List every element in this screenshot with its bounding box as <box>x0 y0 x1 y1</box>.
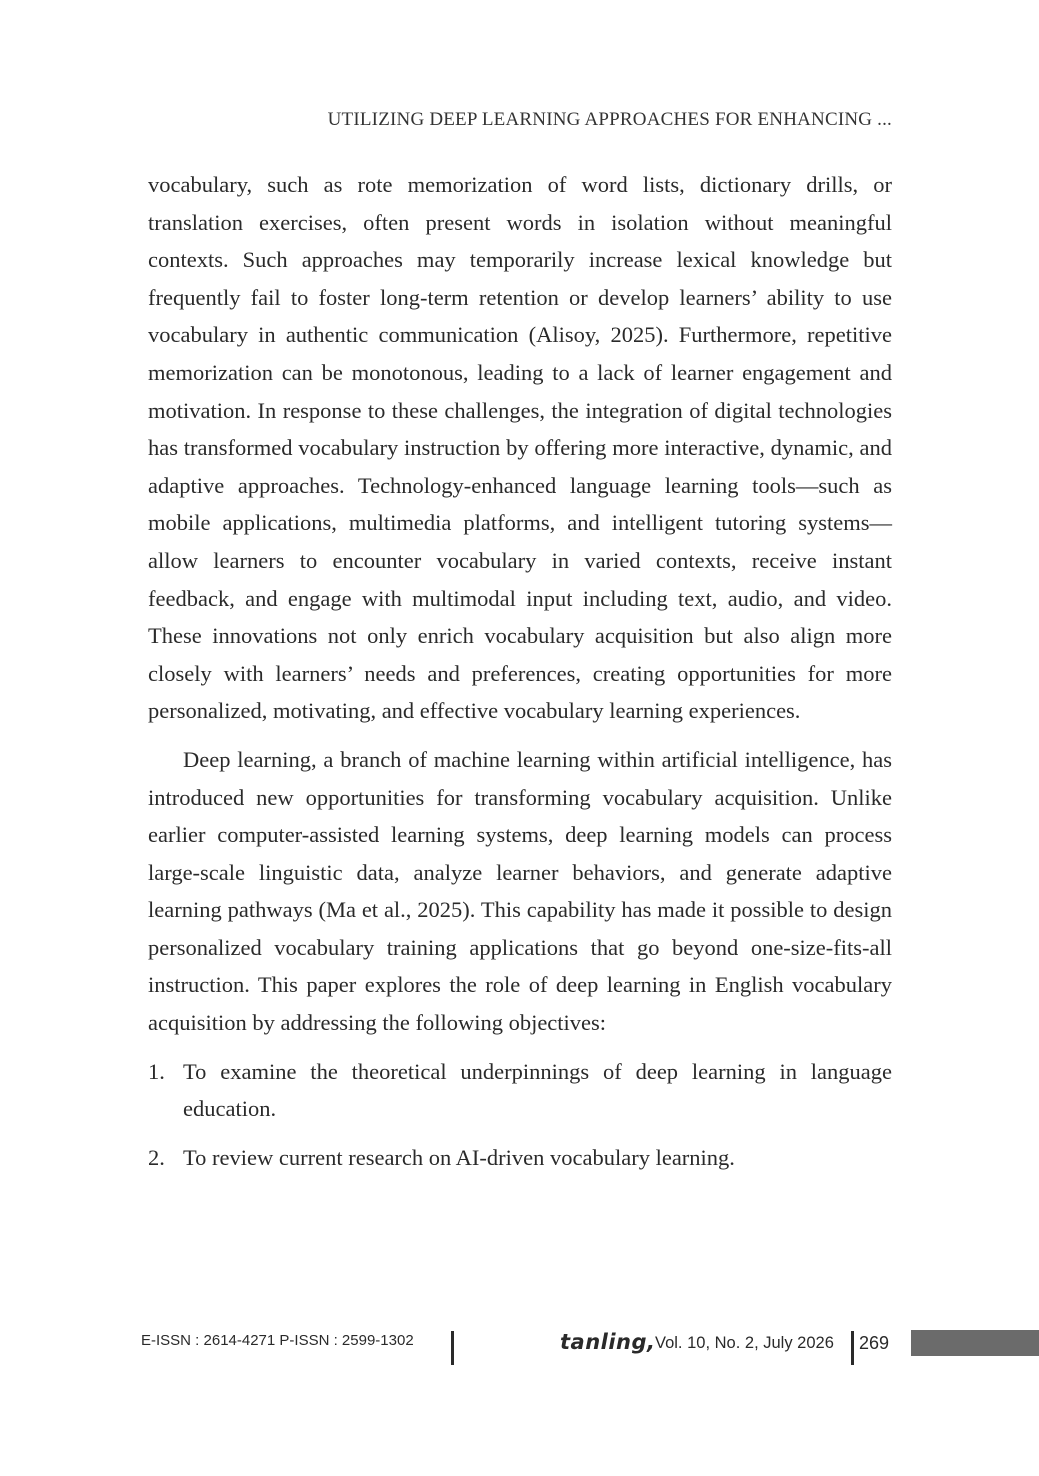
journal-logo: tanling, <box>560 1330 656 1354</box>
issn-info: E-ISSN : 2614-4271 P-ISSN : 2599-1302 <box>141 1332 414 1349</box>
article-body <box>148 166 892 1176</box>
running-head: UTILIZING DEEP LEARNING APPROACHES FOR ENHANCING ... <box>327 109 892 130</box>
footer-divider <box>851 1331 854 1365</box>
objective-number: 1. <box>148 1058 165 1084</box>
objectives-list <box>148 1053 892 1177</box>
body-paragraph-1: vocabulary, such as rote memorization of word lists, dictionary drills, or translation exercises, often present words in isolation without meaningful contexts. Such approaches may temporarily increase lexical knowledge but frequently fail to foster long-term retention or develop learners’ ability to use vocabulary in authentic communication (Alisoy, 2025). Furthermore, repetitive memorization can be monotonous, leading to a lack of learner engagement and motivation. In response to these challenges, the integration of digital technologies has transformed vocabulary instruction by offering more interactive, dynamic, and adaptive approaches. Technology-enhanced language learning tools—such as mobile applications, multimedia platforms, and intelligent tutoring systems—allow learners to encounter vocabulary in varied contexts, receive instant feedback, and engage with multimodal input including text, audio, and video. These innovations not only enrich vocabulary acquisition but also align more closely with learners’ needs and preferences, creating opportunities for more personalized, motivating, and effective vocabulary learning experiences. <box>148 172 892 724</box>
objective-item <box>148 1139 892 1177</box>
objective-item <box>148 1053 892 1128</box>
footer-divider <box>451 1331 454 1365</box>
body-paragraph-2: Deep learning, a branch of machine learning within artificial intelligence, has introduced new opportunities for transforming vocabulary acquisition. Unlike earlier computer-assisted learning systems, deep learning models can process large-scale linguistic data, analyze learner behaviors, and generate adaptive learning pathways (Ma et al., 2025). This capability has made it possible to design personalized vocabulary training applications that go beyond one-size-fits-all instruction. This paper explores the role of deep learning in English vocabulary acquisition by addressing the following objectives: <box>148 746 892 1036</box>
objective-text: To review current research on AI-driven vocabulary learning. <box>183 1144 735 1170</box>
objective-number: 2. <box>148 1144 165 1170</box>
page-footer <box>0 1330 1039 1370</box>
page-number: 269 <box>859 1333 890 1353</box>
volume-info: Vol. 10, No. 2, July 2026 <box>655 1334 834 1352</box>
footer-gray-bar <box>911 1330 1039 1356</box>
objective-text: To examine the theoretical underpinnings of deep learning in language education. <box>183 1058 892 1122</box>
